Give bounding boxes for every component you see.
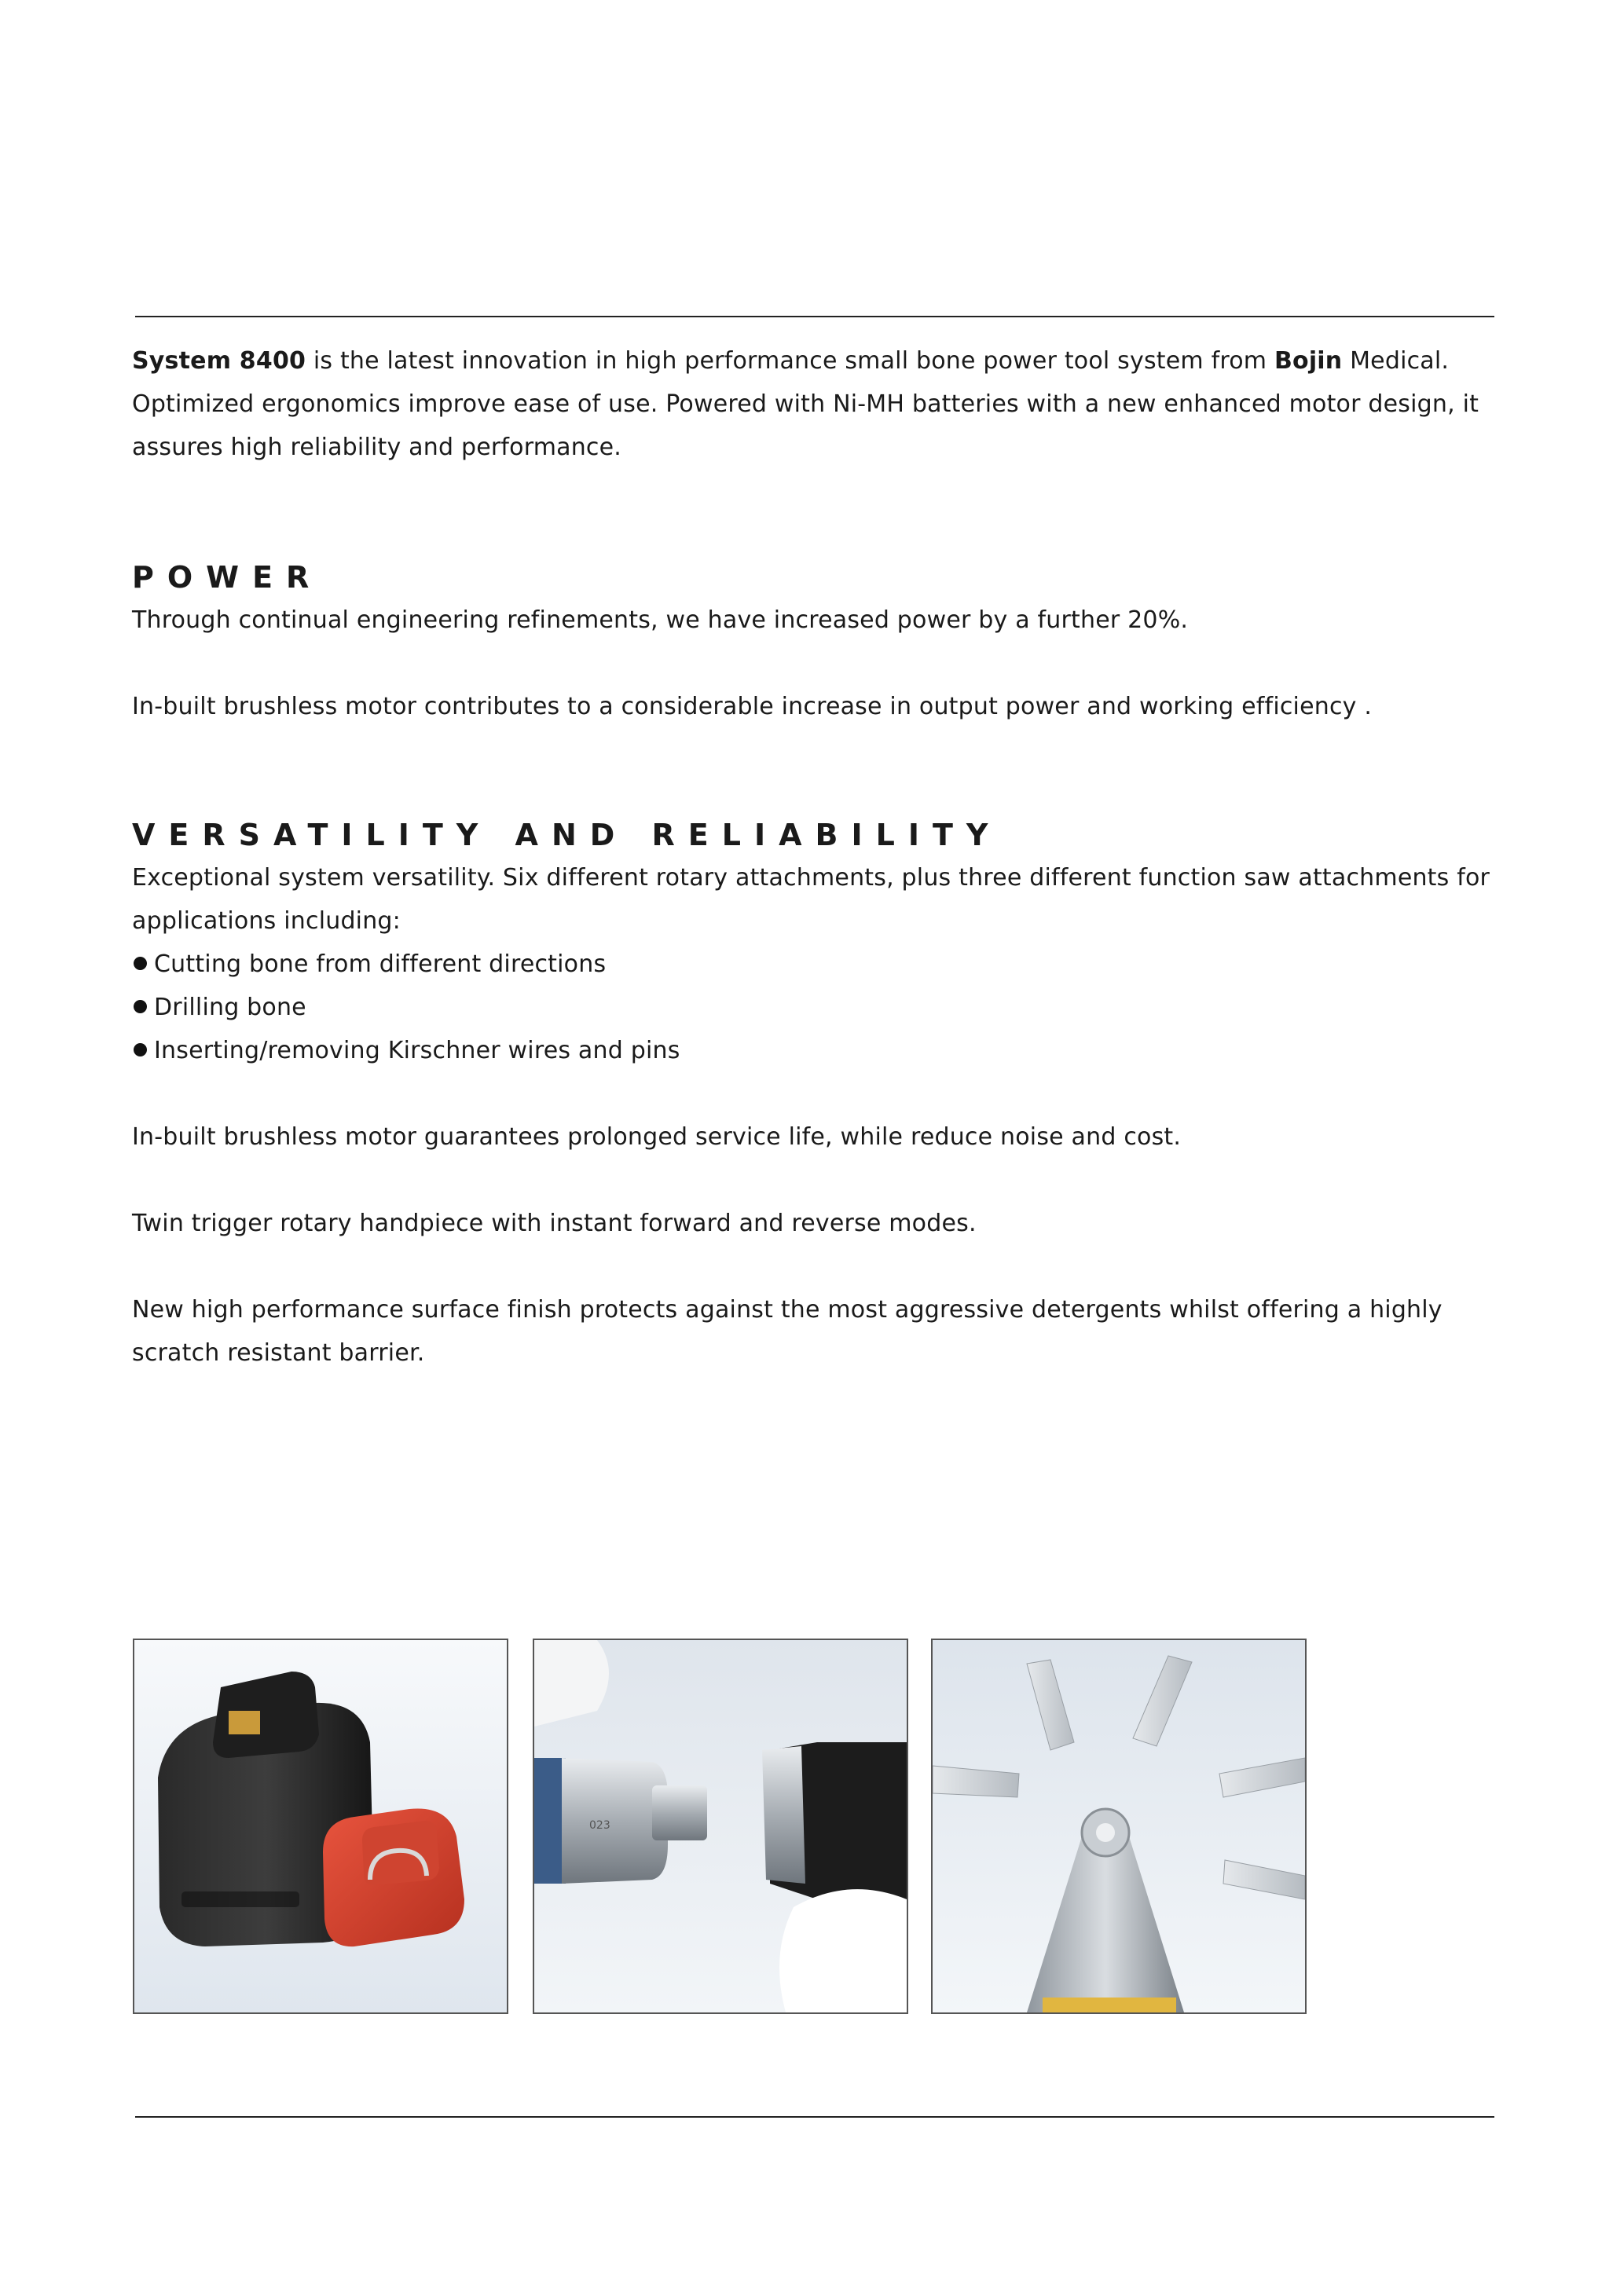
battery-illustration [134,1640,507,2012]
versatility-paragraph-1: In-built brushless motor guarantees prolonged service life, while reduce noise and cost. [132,1123,1182,1151]
product-name: System 8400 [132,347,306,375]
handpiece-label: 023 [589,1819,610,1832]
handpiece-illustration [534,1640,907,2012]
bottom-divider [135,2116,1494,2118]
intro-paragraph [132,339,1499,469]
top-divider [135,316,1494,317]
brand-name: Bojin [1274,347,1343,375]
battery-photo [133,1639,508,2014]
versatility-section [132,856,1499,1375]
power-heading: POWER [132,560,323,595]
bullet-icon [134,1000,147,1013]
bullet-icon [134,1043,147,1056]
handpiece-photo [533,1639,908,2014]
bullet-item [132,986,1499,1029]
bullet-text: Drilling bone [154,994,306,1021]
bullet-item [132,943,1499,986]
intro-text-b: Medical. Optimized ergonomics improve ease of use. Powered with Ni-MH batteries with a new enhanced motor design, it assures high reliability and performance. [132,347,1479,461]
power-section [132,599,1499,728]
saw-blades-photo [931,1639,1307,2014]
intro-text-a: is the latest innovation in high performance small bone power tool system from [306,347,1274,375]
versatility-paragraph-3: New high performance surface finish protects against the most aggressive detergents whilst offering a highly scratch resistant barrier. [132,1296,1443,1367]
bullet-text: Cutting bone from different directions [154,950,607,978]
saw-blades-illustration [933,1640,1305,2012]
bullet-text: Inserting/removing Kirschner wires and pins [154,1037,680,1064]
bullet-item [132,1029,1499,1072]
versatility-paragraph-2: Twin trigger rotary handpiece with instant forward and reverse modes. [132,1210,977,1237]
versatility-heading: VERSATILITY AND RELIABILITY [132,818,1002,852]
versatility-intro: Exceptional system versatility. Six different rotary attachments, plus three different function saw attachments for applications including: [132,864,1490,935]
power-paragraph-1: Through continual engineering refinements, we have increased power by a further 20%. [132,606,1189,634]
power-paragraph-2: In-built brushless motor contributes to a considerable increase in output power and working efficiency . [132,693,1373,720]
bullet-icon [134,957,147,970]
